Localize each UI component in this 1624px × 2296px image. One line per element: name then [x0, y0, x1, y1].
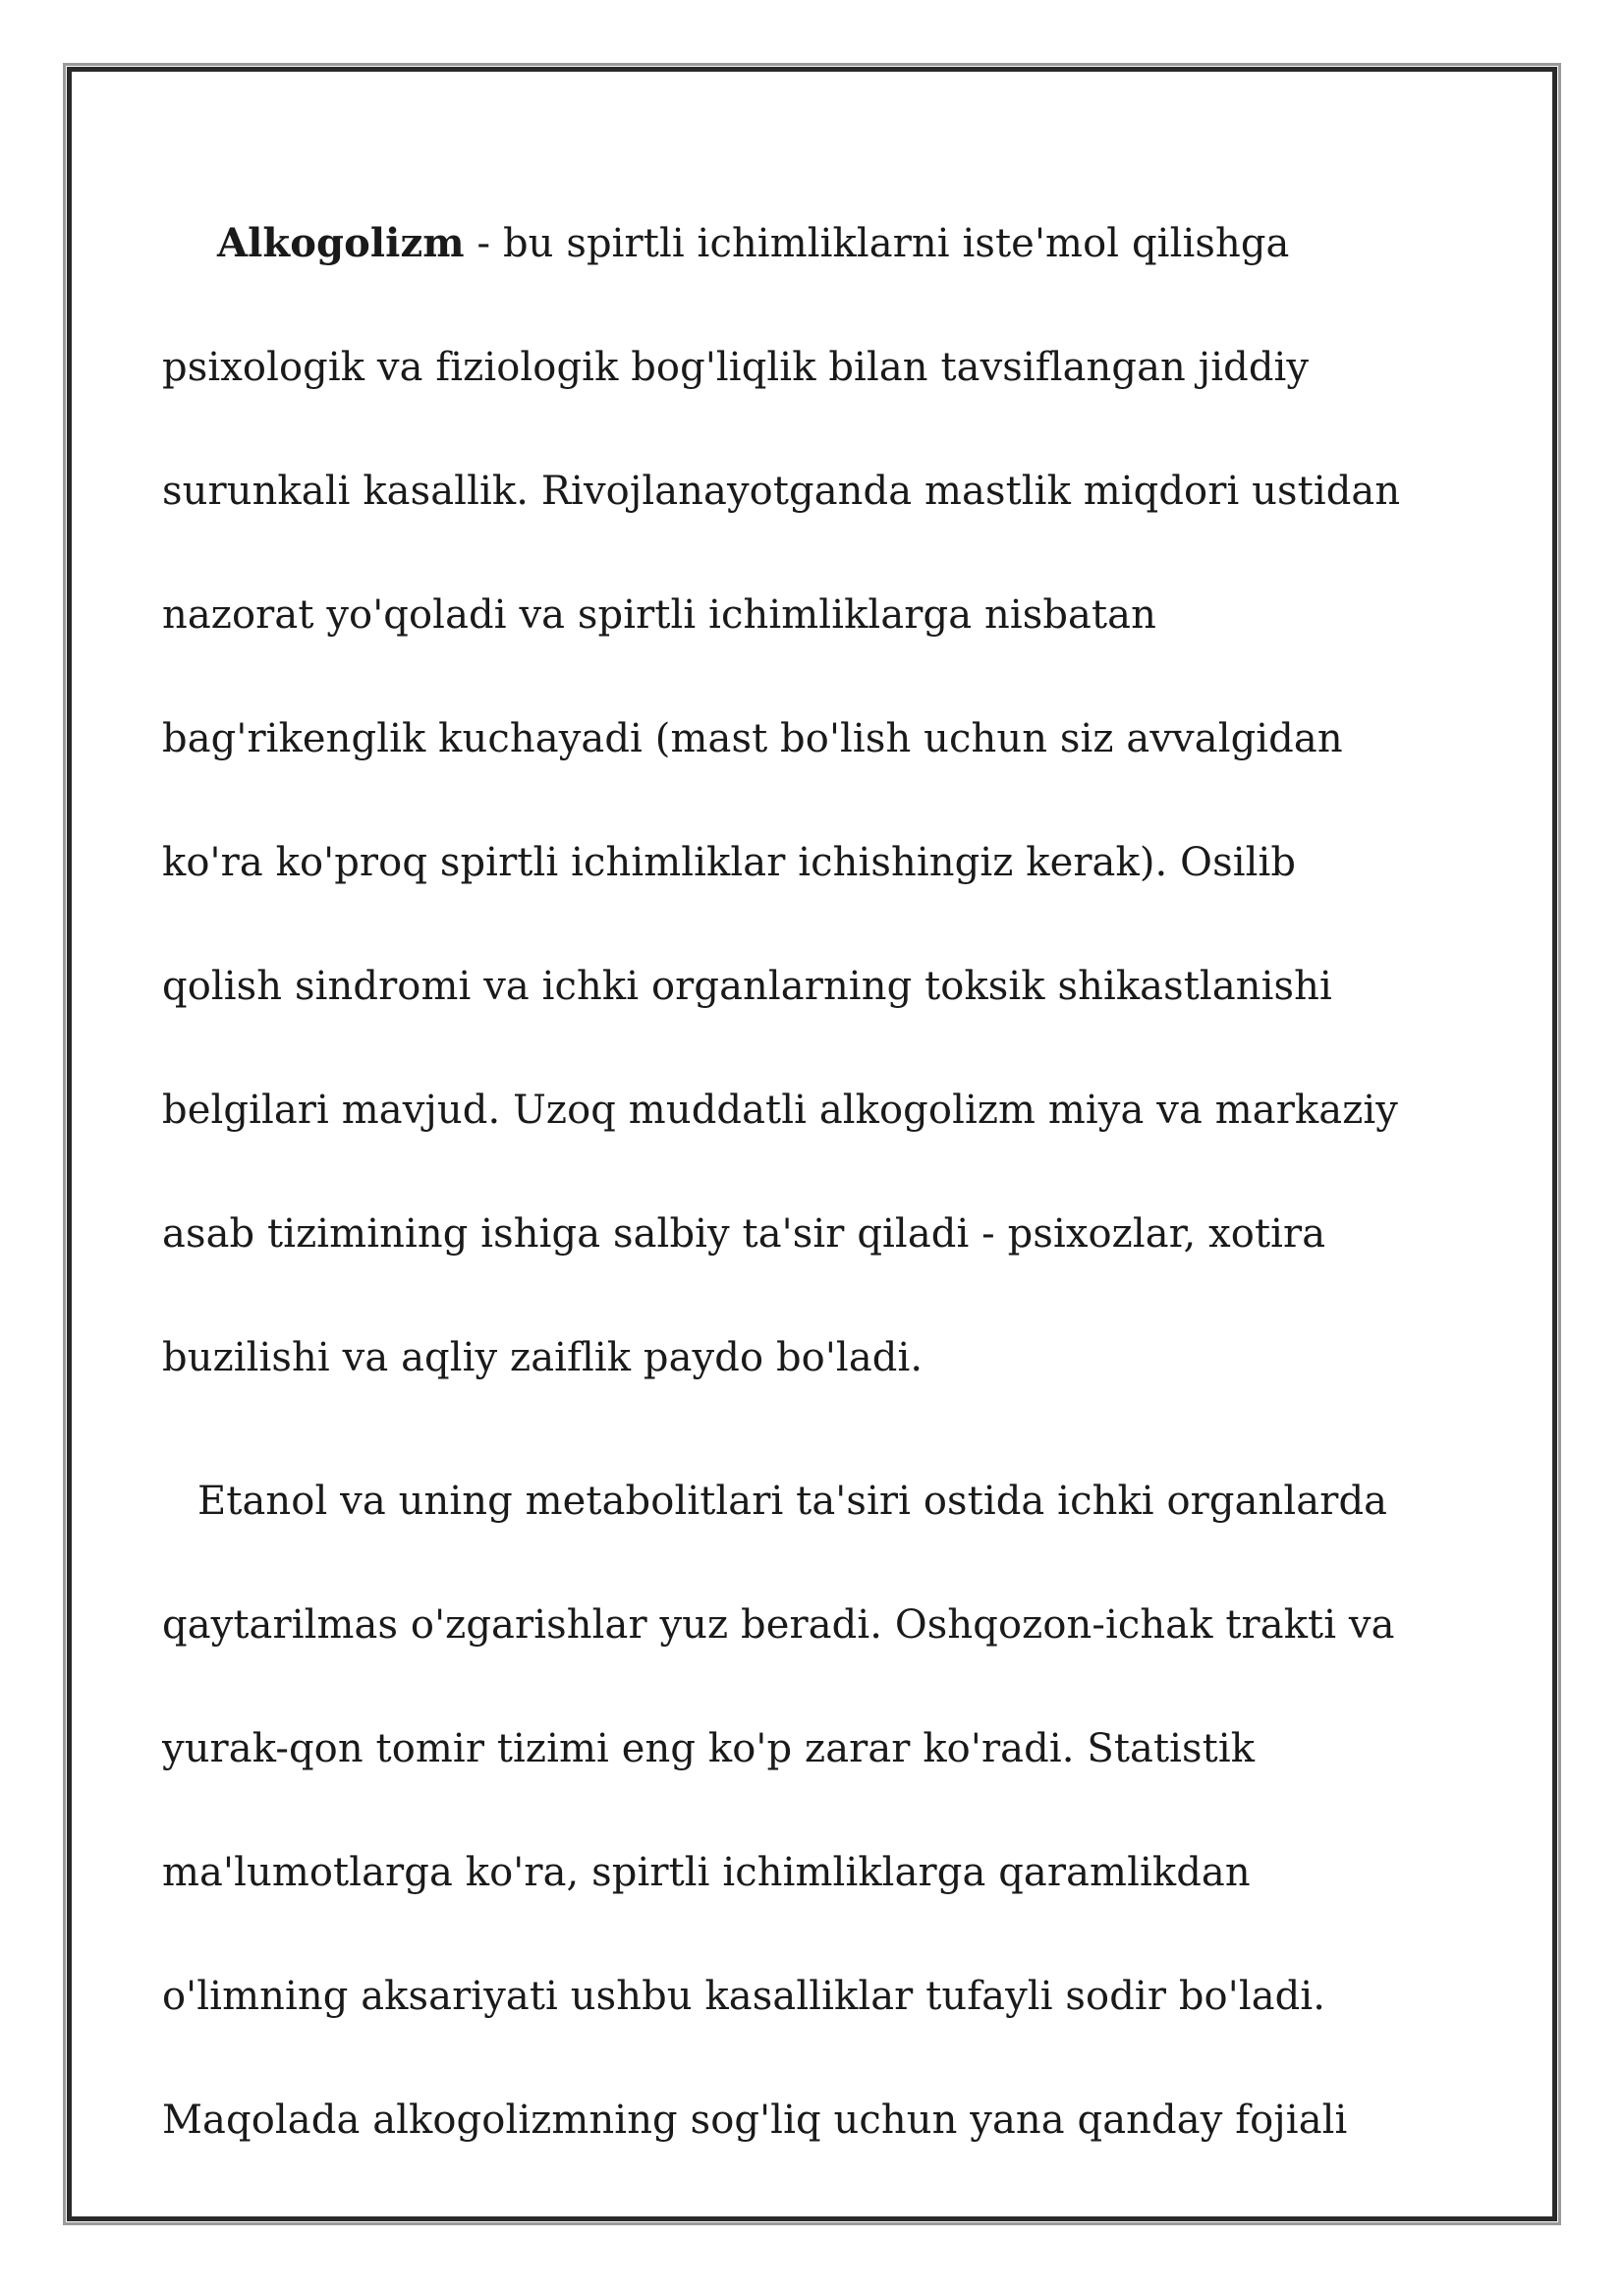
page-border-frame	[67, 67, 1557, 2221]
document-body	[162, 182, 1508, 2182]
paragraph-1-line-1-text: - bu spirtli ichimliklarni iste'mol qilishga	[464, 221, 1290, 266]
paragraph-1-line-8: belgilari mavjud. Uzoq muddatli alkogolizm miya va markaziy	[162, 1088, 1398, 1133]
paragraph-2-line-3: yurak-qon tomir tizimi eng ko'p zarar ko'radi. Statistik	[162, 1726, 1256, 1771]
paragraph-2-line-1: Etanol va uning metabolitlari ta'siri ostida ichki organlarda	[197, 1479, 1388, 1524]
paragraph-spacer	[162, 1420, 1508, 1439]
paragraph-1-line-5: bag'rikenglik kuchayadi (mast bo'lish uchun siz avvalgidan	[162, 716, 1343, 761]
term-alkogolizm: Alkogolizm	[217, 220, 465, 266]
paragraph-1	[162, 182, 1508, 1420]
paragraph-1-line-4: nazorat yo'qoladi va spirtli ichimliklarga nisbatan	[162, 592, 1156, 638]
paragraph-1-line-10: buzilishi va aqliy zaiflik paydo bo'ladi.	[162, 1335, 924, 1380]
paragraph-2-line-5: o'limning aksariyati ushbu kasalliklar tufayli sodir bo'ladi.	[162, 1974, 1326, 2019]
paragraph-2-line-4: ma'lumotlarga ko'ra, spirtli ichimliklarga qaramlikdan	[162, 1850, 1251, 1895]
paragraph-1-line-1	[162, 182, 1508, 306]
paragraph-2-line-2: qaytarilmas o'zgarishlar yuz beradi. Oshqozon-ichak trakti va	[162, 1602, 1395, 1648]
paragraph-1-line-2: psixologik va fiziologik bog'liqlik bilan tavsiflangan jiddiy	[162, 345, 1310, 390]
paragraph-1-line-3: surunkali kasallik. Rivojlanayotganda mastlik miqdori ustidan	[162, 469, 1401, 514]
paragraph-1-line-7: qolish sindromi va ichki organlarning toksik shikastlanishi	[162, 964, 1332, 1009]
paragraph-1-line-6: ko'ra ko'proq spirtli ichimliklar ichishingiz kerak). Osilib	[162, 840, 1297, 885]
paragraph-2	[162, 1439, 1508, 2182]
paragraph-2-line-6: Maqolada alkogolizmning sog'liq uchun yana qanday fojiali	[162, 2098, 1348, 2143]
paragraph-1-line-9: asab tizimining ishiga salbiy ta'sir qiladi - psixozlar, xotira	[162, 1211, 1326, 1257]
